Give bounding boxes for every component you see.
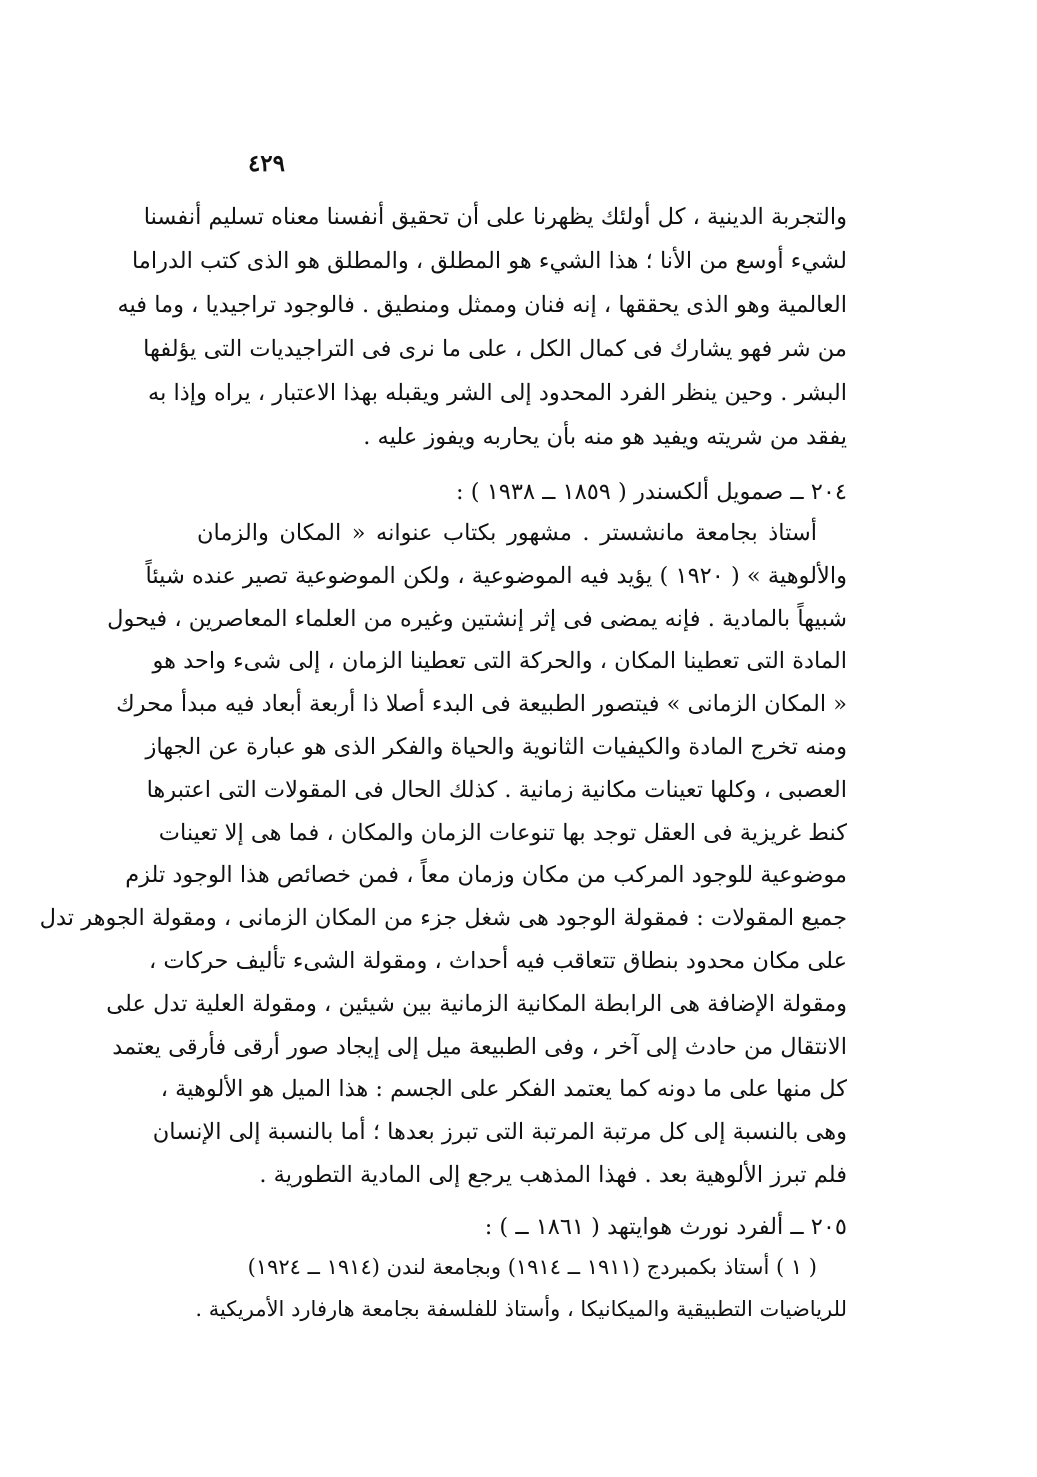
section-204-body — [39, 512, 847, 1197]
section-heading-205: ٢٠٥ ــ ألفرد نورث هوايتهد ( ١٨٦١ ــ ) : — [484, 1214, 847, 1240]
text-line: البشر . وحين ينظر الفرد المحدود إلى الشر ويقبله بهذا الاعتبار ، يراه وإذا به — [148, 380, 847, 406]
footnote-line: للرياضيات التطبيقية والميكانيكا ، وأستاذ للفلسفة بجامعة هارفارد الأمريكية . — [195, 1297, 847, 1321]
text-line: لشيء أوسع من الأنا ؛ هذا الشيء هو المطلق ، والمطلق هو الذى كتب الدراما — [131, 248, 847, 274]
text-line: كنط غريزية فى العقل توجد بها تنوعات الزمان والمكان ، فما هى إلا تعينات — [158, 819, 847, 846]
text-line: كل منها على ما دونه كما يعتمد الفكر على الجسم : هذا الميل هو الألوهية ، — [160, 1076, 847, 1103]
text-line: شبيهاً بالمادية . فإنه يمضى فى إثر إنشتين وغيره من العلماء المعاصرين ، فيحول — [107, 605, 847, 632]
text-line: جميع المقولات : فمقولة الوجود هى شغل جزء من المكان الزمانى ، ومقولة الجوهر تدل — [39, 905, 847, 932]
text-line: ومقولة الإضافة هى الرابطة المكانية الزمانية بين شيئين ، ومقولة العلية تدل على — [106, 990, 847, 1017]
text-line: العالمية وهو الذى يحققها ، إنه فنان وممثل ومنطيق . فالوجود تراجيديا ، وما فيه — [117, 292, 847, 318]
paragraph-continuation — [117, 195, 847, 459]
text-line: يفقد من شريته ويفيد هو منه بأن يحاربه ويفوز عليه . — [363, 424, 847, 450]
text-line: ومنه تخرج المادة والكيفيات الثانوية والحياة والفكر الذى هو عبارة عن الجهاز — [145, 733, 847, 760]
text-line: المادة التى تعطينا المكان ، والحركة التى تعطينا الزمان ، إلى شىء واحد هو — [152, 648, 847, 675]
text-line: وهى بالنسبة إلى كل مرتبة المرتبة التى تبرز بعدها ؛ أما بالنسبة إلى الإنسان — [152, 1119, 847, 1146]
text-line: من شر فهو يشارك فى كمال الكل ، على ما نرى فى التراجيديات التى يؤلفها — [143, 336, 847, 362]
text-line: الانتقال من حادث إلى آخر ، وفى الطبيعة ميل إلى إيجاد صور أرقى فأرقى يعتمد — [112, 1033, 847, 1060]
section-heading-204: ٢٠٤ ــ صمويل ألكسندر ( ١٨٥٩ ــ ١٩٣٨ ) : — [456, 479, 847, 505]
footnote — [197, 1246, 847, 1330]
text-line: « المكان الزمانى » فيتصور الطبيعة فى البدء أصلا ذا أربعة أبعاد فيه مبدأ محرك — [116, 691, 847, 718]
text-line: العصبى ، وكلها تعينات مكانية زمانية . كذلك الحال فى المقولات التى اعتبرها — [146, 776, 847, 803]
text-line: والتجربة الدينية ، كل أولئك يظهرنا على أن تحقيق أنفسنا معناه تسليم أنفسنا — [143, 204, 847, 230]
text-line: أستاذ بجامعة مانشستر . مشهور بكتاب عنوانه « المكان والزمان — [197, 520, 817, 546]
page-number: ٤٢٩ — [247, 150, 285, 177]
text-line: موضوعية للوجود المركب من مكان وزمان معاً ، فمن خصائص هذا الوجود تلزم — [125, 862, 847, 889]
text-line: فلم تبرز الألوهية بعد . فهذا المذهب يرجع إلى المادية التطورية . — [259, 1161, 847, 1188]
footnote-line: ( ١ ) أستاذ بكمبردج (١٩١١ ــ ١٩١٤) وبجامعة لندن (١٩١٤ ــ ١٩٢٤) — [247, 1255, 817, 1279]
text-line: والألوهية » ( ١٩٢٠ ) يؤيد فيه الموضوعية ، ولكن الموضوعية تصير عنده شيئاً — [145, 562, 847, 589]
text-line: على مكان محدود بنطاق تتعاقب فيه أحداث ، ومقولة الشىء تأليف حركات ، — [148, 947, 847, 974]
